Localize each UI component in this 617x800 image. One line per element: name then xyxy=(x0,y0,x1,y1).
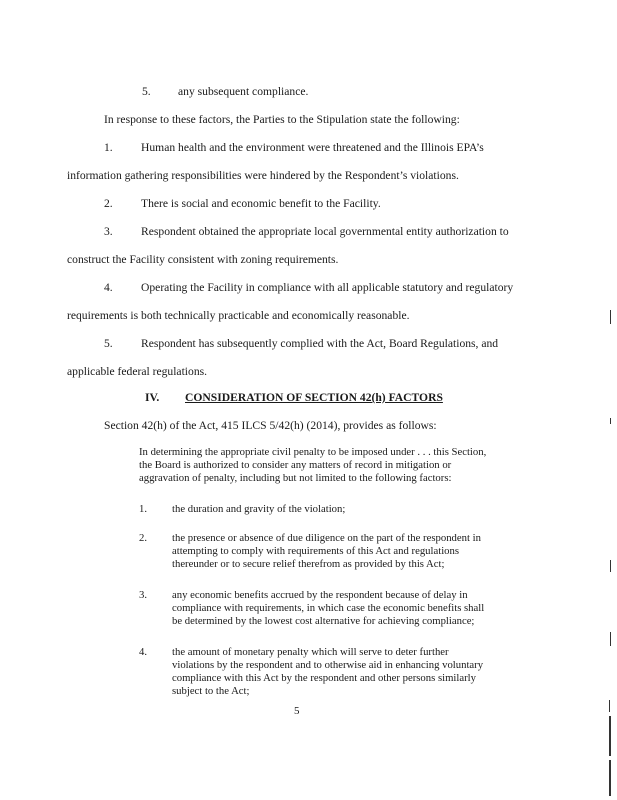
body-line: requirements is both technically practicable and economically reasonable. xyxy=(67,309,410,322)
section-heading: CONSIDERATION OF SECTION 42(h) FACTORS xyxy=(185,391,443,404)
body-line: Human health and the environment were threatened and the Illinois EPA’s xyxy=(141,141,484,154)
factor-line: thereunder or to secure relief therefrom as provided by this Act; xyxy=(172,558,445,570)
scan-mark xyxy=(610,310,611,324)
quote-line: the Board is authorized to consider any matters of record in mitigation or xyxy=(139,459,452,471)
body-line: any subsequent compliance. xyxy=(178,85,309,98)
scan-mark xyxy=(609,700,610,712)
factor-line: the duration and gravity of the violation; xyxy=(172,503,346,515)
factor-line: compliance with this Act by the respondent and other persons similarly xyxy=(172,672,476,684)
factor-line: attempting to comply with requirements of this Act and regulations xyxy=(172,545,460,557)
section-intro: Section 42(h) of the Act, 415 ILCS 5/42(h) (2014), provides as follows: xyxy=(104,419,437,432)
factor-number: 3. xyxy=(139,589,148,601)
scan-mark xyxy=(610,632,611,646)
body-line: information gathering responsibilities were hindered by the Respondent’s violations. xyxy=(67,169,459,182)
factor-line: any economic benefits accrued by the respondent because of delay in xyxy=(172,589,468,601)
body-line: There is social and economic benefit to the Facility. xyxy=(141,197,381,210)
quote-line: In determining the appropriate civil penalty to be imposed under . . . this Section, xyxy=(139,446,487,458)
section-number: IV. xyxy=(145,391,160,404)
body-line: Respondent obtained the appropriate local governmental entity authorization to xyxy=(141,225,509,238)
page-number: 5 xyxy=(294,705,300,717)
body-line: Operating the Facility in compliance with all applicable statutory and regulatory xyxy=(141,281,514,294)
list-number: 1. xyxy=(104,141,113,154)
list-number: 5. xyxy=(142,85,151,98)
list-number: 3. xyxy=(104,225,113,238)
factor-line: subject to the Act; xyxy=(172,685,250,697)
scan-mark xyxy=(609,760,611,796)
body-line: applicable federal regulations. xyxy=(67,365,208,378)
factor-line: be determined by the lowest cost alternative for achieving compliance; xyxy=(172,615,475,627)
scan-mark xyxy=(610,418,611,424)
factor-number: 4. xyxy=(139,646,148,658)
factor-number: 1. xyxy=(139,503,148,515)
quote-line: aggravation of penalty, including but not limited to the following factors: xyxy=(139,472,452,484)
body-line: Respondent has subsequently complied with the Act, Board Regulations, and xyxy=(141,337,499,350)
factor-line: violations by the respondent and to otherwise aid in enhancing voluntary xyxy=(172,659,484,671)
factor-line: the presence or absence of due diligence on the part of the respondent in xyxy=(172,532,481,544)
list-number: 2. xyxy=(104,197,113,210)
factor-line: compliance with requirements, in which case the economic benefits shall xyxy=(172,602,485,614)
factor-line: the amount of monetary penalty which will serve to deter further xyxy=(172,646,449,658)
scan-mark xyxy=(610,560,611,572)
factor-number: 2. xyxy=(139,532,148,544)
list-number: 4. xyxy=(104,281,113,294)
body-line: In response to these factors, the Parties to the Stipulation state the following: xyxy=(104,113,460,126)
list-number: 5. xyxy=(104,337,113,350)
scan-mark xyxy=(609,716,611,756)
body-line: construct the Facility consistent with zoning requirements. xyxy=(67,253,339,266)
